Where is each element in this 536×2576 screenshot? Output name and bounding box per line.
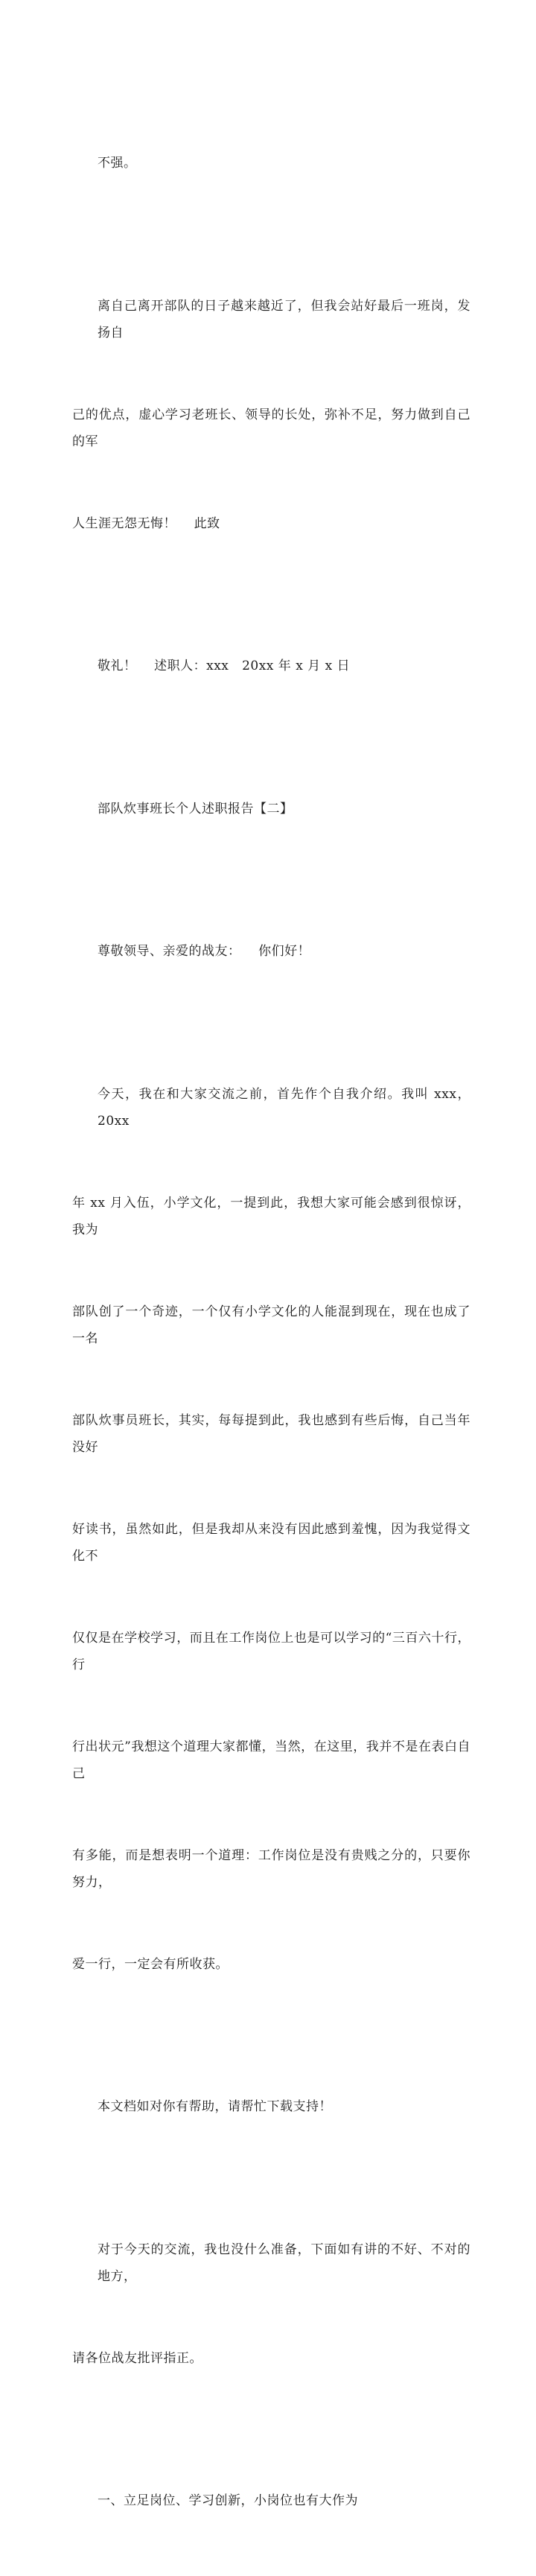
text-line: 己的优点，虚心学习老班长、领导的长处，弥补不足，努力做到自己的军 xyxy=(72,407,470,449)
text-line: 部队炊事员班长，其实，每每提到此，我也感到有些后悔，自己当年没好 xyxy=(72,1412,470,1455)
text-line: 对于今天的交流，我也没什么准备，下面如有讲的不好、不对的地方， xyxy=(98,2242,470,2284)
paragraph-5 xyxy=(72,883,470,1020)
text-line: 本文档如对你有帮助，请帮忙下载支持！ xyxy=(98,2099,332,2114)
text-line: 年 xx 月入伍，小学文化，一提到此，我想大家可能会感到很惊讶，我为 xyxy=(72,1195,470,1237)
paragraph-3 xyxy=(72,598,470,735)
text-line: 好读书，虽然如此，但是我却从来没有因此感到羞愧，因为我觉得文化不 xyxy=(72,1521,470,1564)
text-line: 仅仅是在学校学习，而且在工作岗位上也是可以学习的“三百六十行，行 xyxy=(72,1630,470,1672)
text-line: 不强。 xyxy=(98,156,137,171)
paragraph-9 xyxy=(72,2433,470,2569)
text-line: 人生涯无怨无悔！ 此致 xyxy=(72,515,220,531)
text-line: 行出状元”我想这个道理大家都懂，当然，在这里，我并不是在表白自己 xyxy=(72,1739,470,1781)
paragraph-8 xyxy=(72,2182,470,2427)
text-line: 请各位战友批评指正。 xyxy=(72,2350,202,2366)
text-line: 今天，我在和大家交流之前，首先作个自我介绍。我叫 xxx，20xx xyxy=(98,1086,470,1129)
paragraph-4 xyxy=(72,741,470,878)
paragraph-1 xyxy=(72,95,470,232)
text-line: 尊敬领导、亲爱的战友： 你们好！ xyxy=(98,944,311,959)
text-line: 敬礼！ 述职人：xxx 20xx 年 x 月 x 日 xyxy=(98,659,351,673)
text-line: 部队创了一个奇迹，一个仅有小学文化的人能混到现在，现在也成了一名 xyxy=(72,1304,470,1346)
section-title: 部队炊事班长个人述职报告【二】 xyxy=(98,801,293,816)
text-line: 爱一行，一定会有所收获。 xyxy=(72,1956,229,1972)
text-line: 离自己离开部队的日子越来越近了，但我会站好最后一班岗，发扬自 xyxy=(98,298,470,340)
paragraph-6 xyxy=(72,1027,470,2033)
paragraph-2 xyxy=(72,238,470,592)
text-line: 有多能，而是想表明一个道理：工作岗位是没有贵贱之分的，只要你努力， xyxy=(72,1847,470,1890)
section-heading: 一、立足岗位、学习创新，小岗位也有大作为 xyxy=(98,2493,358,2508)
document-body xyxy=(72,95,470,2576)
paragraph-7 xyxy=(72,2039,470,2175)
